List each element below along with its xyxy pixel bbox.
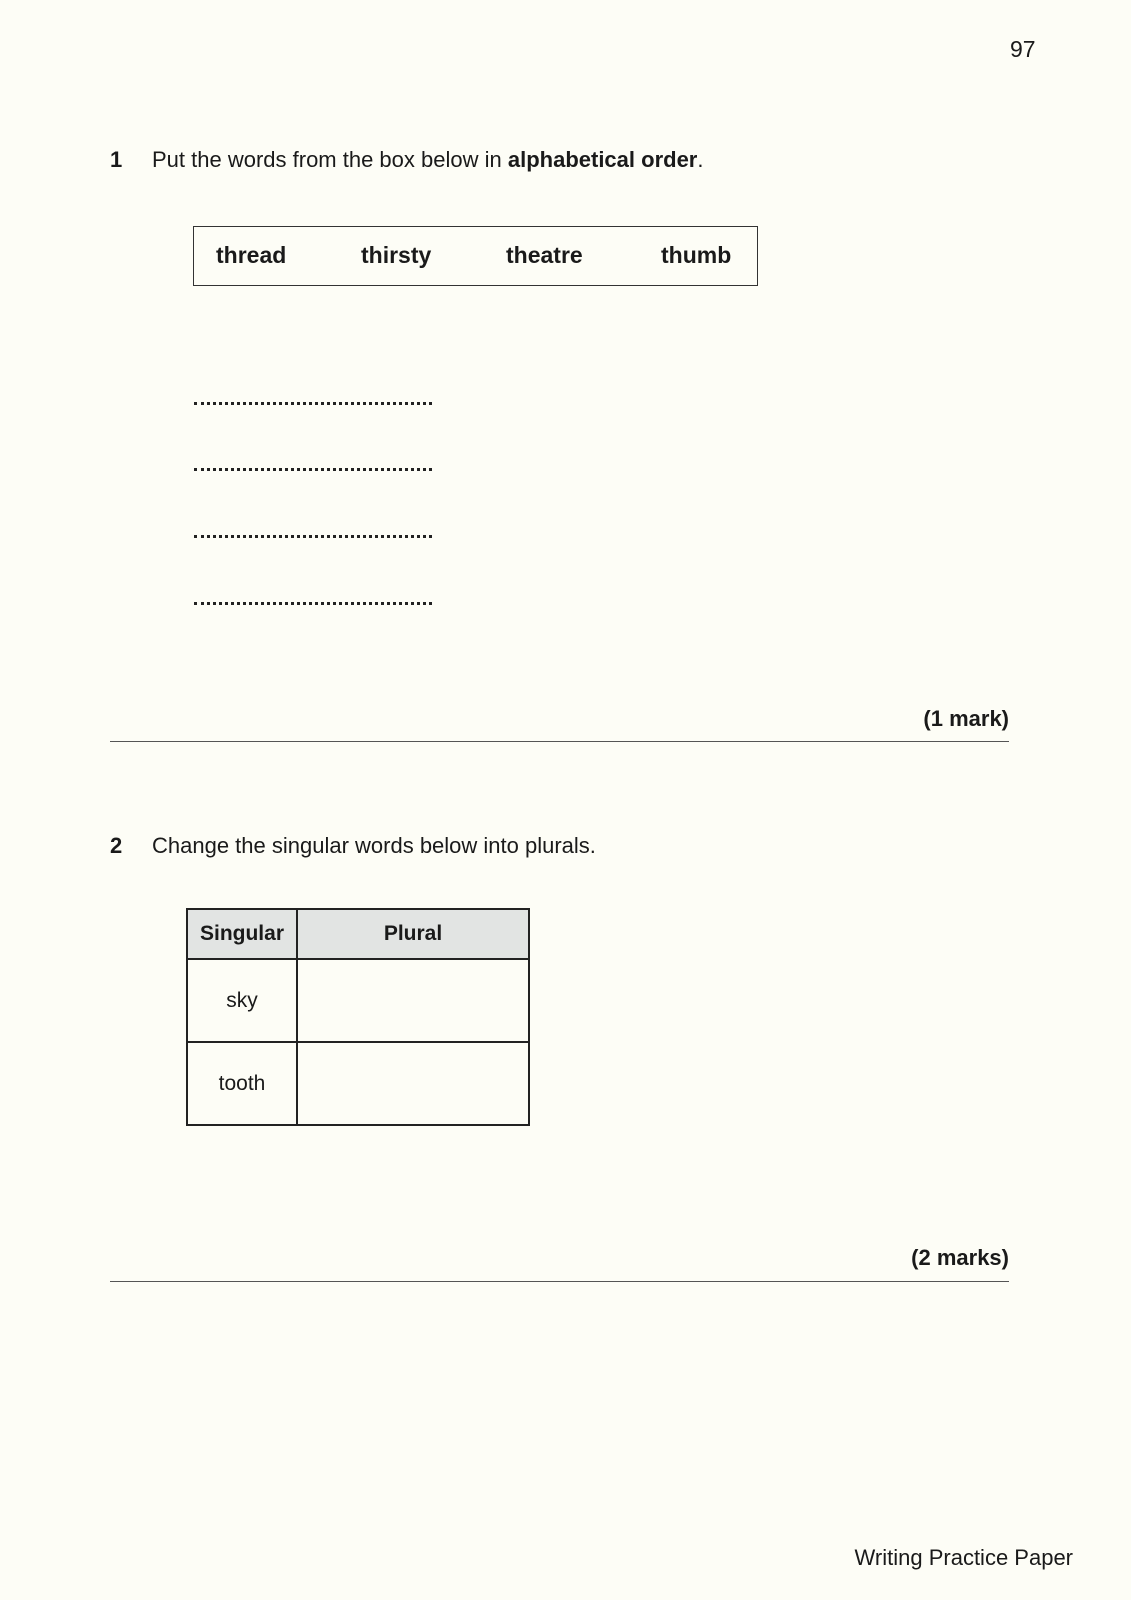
question-2-number: 2	[110, 833, 123, 858]
singular-cell: sky	[187, 959, 297, 1042]
header-plural: Plural	[297, 909, 529, 959]
word-thumb: thumb	[661, 242, 732, 268]
word-theatre: theatre	[506, 242, 583, 268]
table-header-row	[187, 909, 529, 959]
question-1-text-emphasis: alphabetical order	[507, 147, 698, 172]
question-1-marks: (1 mark)	[923, 706, 1009, 731]
question-1-text-start: Put the words from the box below in	[152, 147, 508, 172]
word-thirsty: thirsty	[361, 242, 432, 268]
header-singular: Singular	[187, 909, 297, 959]
plurals-table	[186, 908, 530, 1126]
question-2-marks: (2 marks)	[911, 1245, 1009, 1270]
question-2-text: Change the singular words below into plurals.	[152, 833, 596, 858]
question-1-number: 1	[110, 147, 123, 172]
plural-answer-cell[interactable]	[297, 959, 529, 1042]
table-row	[187, 1042, 529, 1125]
question-2-divider	[110, 1281, 1009, 1282]
answer-line-2[interactable]	[194, 468, 432, 471]
word-box	[193, 226, 758, 286]
answer-line-1[interactable]	[194, 402, 432, 405]
footer-title: Writing Practice Paper	[854, 1545, 1073, 1570]
page-number: 97	[1010, 36, 1036, 62]
word-thread: thread	[216, 242, 287, 268]
singular-cell: tooth	[187, 1042, 297, 1125]
question-1-divider	[110, 741, 1009, 742]
plural-answer-cell[interactable]	[297, 1042, 529, 1125]
answer-line-3[interactable]	[194, 535, 432, 538]
question-1-text-end: .	[697, 147, 704, 172]
answer-line-4[interactable]	[194, 602, 432, 605]
question-1-text	[152, 147, 704, 173]
table-row	[187, 959, 529, 1042]
